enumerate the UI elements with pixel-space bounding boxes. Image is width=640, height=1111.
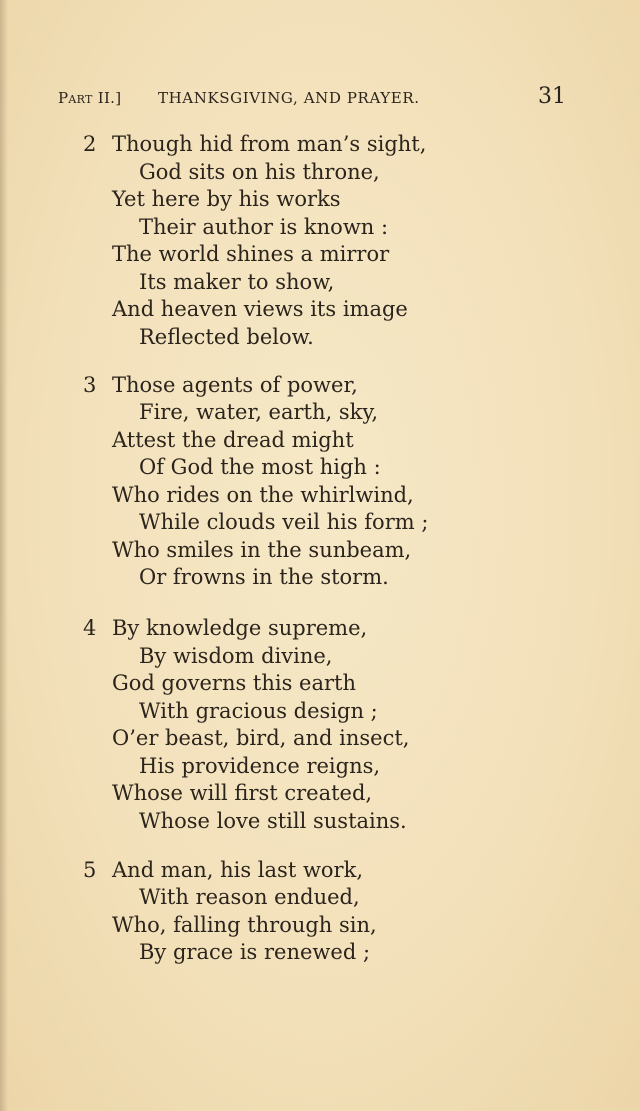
verse-line: Who rides on the whirlwind, (112, 483, 414, 507)
verse-line: God governs this earth (112, 671, 357, 695)
stanza-number: 2 (83, 132, 97, 156)
verse-line: Their author is known : (139, 215, 389, 239)
verse-line: Those agents of power, (112, 373, 358, 397)
verse-line: Or frowns in the storm. (139, 565, 389, 589)
verse-line: Attest the dread might (112, 428, 354, 452)
verse-line: And man, his last work, (112, 858, 363, 882)
page-gutter-shadow (0, 0, 8, 1111)
verse-line: Whose will first created, (112, 781, 373, 805)
verse-line: God sits on his throne, (139, 160, 380, 184)
running-head (58, 86, 578, 112)
stanza-number: 4 (83, 616, 97, 640)
verse-line: Who, falling through sin, (112, 913, 377, 937)
running-head-part: Part II.] (58, 89, 122, 107)
verse-line: By wisdom divine, (139, 644, 333, 668)
verse-line: With reason endued, (139, 885, 360, 909)
verse-line: Yet here by his works (112, 187, 341, 211)
verse-line: His providence reigns, (139, 754, 381, 778)
verse-line: Of God the most high : (139, 455, 381, 479)
verse-line: By grace is renewed ; (139, 940, 371, 964)
page-number: 31 (538, 84, 566, 109)
verse-line: The world shines a mirror (112, 242, 390, 266)
running-head-title: THANKSGIVING, AND PRAYER. (158, 89, 420, 107)
verse-line: Who smiles in the sunbeam, (112, 538, 412, 562)
verse-line: Whose love still sustains. (139, 809, 407, 833)
verse-line: While clouds veil his form ; (139, 510, 429, 534)
stanza-number: 3 (83, 373, 97, 397)
verse-line: By knowledge supreme, (112, 616, 368, 640)
verse-line: Fire, water, earth, sky, (139, 400, 379, 424)
verse-line: Its maker to show, (139, 270, 335, 294)
verse-line: Reflected below. (139, 325, 314, 349)
stanza-number: 5 (83, 858, 97, 882)
verse-line: And heaven views its image (112, 297, 408, 321)
verse-line: With gracious design ; (139, 699, 378, 723)
verse-line: Though hid from man’s sight, (112, 132, 427, 156)
verse-line: O’er beast, bird, and insect, (112, 726, 410, 750)
